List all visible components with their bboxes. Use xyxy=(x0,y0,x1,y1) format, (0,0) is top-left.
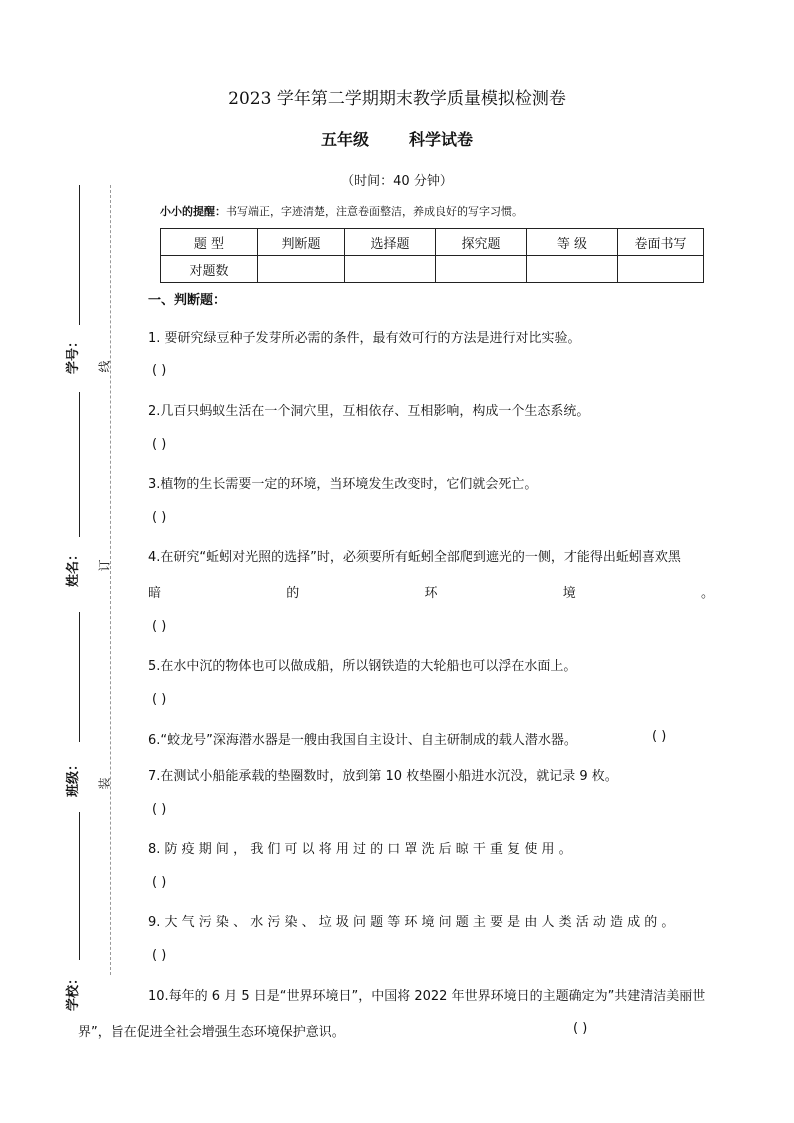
school-line[interactable] xyxy=(79,812,80,960)
grade-label: 五年级 xyxy=(320,130,369,149)
question-4: 4.在研究“蚯蚓对光照的选择”时，必须要所有蚯蚓全部爬到遮光的一侧，才能得出蚯蚓喜欢黑 xyxy=(148,550,681,565)
table-cell[interactable] xyxy=(345,256,436,283)
student-id-label: 学号： xyxy=(66,334,82,375)
answer-blank-5[interactable]: ( ) xyxy=(152,692,167,707)
question-4-word: 。 xyxy=(700,586,714,601)
score-table xyxy=(160,228,704,283)
table-cell[interactable] xyxy=(258,256,345,283)
question-1: 1. 要研究绿豆种子发芽所必需的条件，最有效可行的方法是进行对比实验。 xyxy=(148,331,581,346)
question-4-word: 暗 xyxy=(148,586,162,601)
table-row xyxy=(161,229,704,256)
exam-subtitle xyxy=(0,127,794,150)
student-id-line[interactable] xyxy=(79,185,80,325)
answer-blank-4[interactable]: ( ) xyxy=(152,619,167,634)
table-cell[interactable] xyxy=(618,256,704,283)
answer-blank-8[interactable]: ( ) xyxy=(152,875,167,890)
question-6: 6.“蛟龙号”深海潜水器是一艘由我国自主设计、自主研制成的载人潜水器。 xyxy=(148,733,577,748)
table-cell: 判断题 xyxy=(258,229,345,256)
school-label: 学校： xyxy=(66,971,82,1012)
reminder-text: 书写端正，字迹清楚，注意卷面整洁，养成良好的写字习惯。 xyxy=(226,205,523,218)
answer-blank-10[interactable]: ( ) xyxy=(573,1021,588,1036)
table-cell[interactable] xyxy=(527,256,618,283)
exam-title: 2023 学年第二学期期末教学质量模拟检测卷 xyxy=(228,89,566,109)
reminder-label: 小小的提醒： xyxy=(160,205,226,218)
binding-dashed-line xyxy=(110,185,111,975)
section-heading: 一、判断题： xyxy=(148,293,227,308)
class-label: 班级： xyxy=(66,757,82,798)
question-2: 2.几百只蚂蚁生活在一个洞穴里，互相依存、互相影响，构成一个生态系统。 xyxy=(148,404,590,419)
class-line[interactable] xyxy=(79,612,80,742)
answer-blank-9[interactable]: ( ) xyxy=(152,948,167,963)
question-8: 8. 防 疫 期 间 ， 我 们 可 以 将 用 过 的 口 罩 洗 后 晾 干 重 复 使 用 。 xyxy=(148,842,572,857)
answer-blank-3[interactable]: ( ) xyxy=(152,510,167,525)
table-row xyxy=(161,256,704,283)
question-5: 5.在水中沉的物体也可以做成船，所以钢铁造的大轮船也可以浮在水面上。 xyxy=(148,659,577,674)
question-10: 10.每年的 6 月 5 日是“世界环境日”，中国将 2022 年世界环境日的主题确定为”共建清洁美丽世 xyxy=(148,989,706,1004)
reminder-tip xyxy=(160,203,523,219)
table-cell: 探究题 xyxy=(436,229,527,256)
question-4-continued xyxy=(148,582,714,601)
answer-blank-7[interactable]: ( ) xyxy=(152,802,167,817)
table-cell: 等 级 xyxy=(527,229,618,256)
answer-blank-2[interactable]: ( ) xyxy=(152,437,167,452)
question-10-continued: 界”，旨在促进全社会增强生态环境保护意识。 xyxy=(78,1025,345,1040)
table-cell: 卷面书写 xyxy=(618,229,704,256)
binding-char-staple: 订 xyxy=(97,559,112,572)
name-line[interactable] xyxy=(79,392,80,537)
name-label: 姓名： xyxy=(66,547,82,588)
answer-blank-6[interactable]: ( ) xyxy=(652,729,667,744)
question-7: 7.在测试小船能承载的垫圈数时，放到第 10 枚垫圈小船进水沉没，就记录 9 枚。 xyxy=(148,769,618,784)
time-limit: （时间：40 分钟） xyxy=(341,174,453,189)
question-9: 9. 大 气 污 染 、 水 污 染 、 垃 圾 问 题 等 环 境 问 题 主 要 是 由 人 类 活 动 造 成 的 。 xyxy=(148,915,675,930)
question-3: 3.植物的生长需要一定的环境，当环境发生改变时，它们就会死亡。 xyxy=(148,477,538,492)
question-4-word: 的 xyxy=(286,586,300,601)
binding-char-bind: 装 xyxy=(97,777,112,790)
answer-blank-1[interactable]: ( ) xyxy=(152,363,167,378)
table-cell: 对题数 xyxy=(161,256,258,283)
table-cell[interactable] xyxy=(436,256,527,283)
subject-label: 科学试卷 xyxy=(409,130,474,149)
question-4-word: 环 xyxy=(424,586,438,601)
table-cell: 选择题 xyxy=(345,229,436,256)
question-4-word: 境 xyxy=(562,586,576,601)
table-cell: 题 型 xyxy=(161,229,258,256)
binding-char-line: 线 xyxy=(97,360,112,373)
